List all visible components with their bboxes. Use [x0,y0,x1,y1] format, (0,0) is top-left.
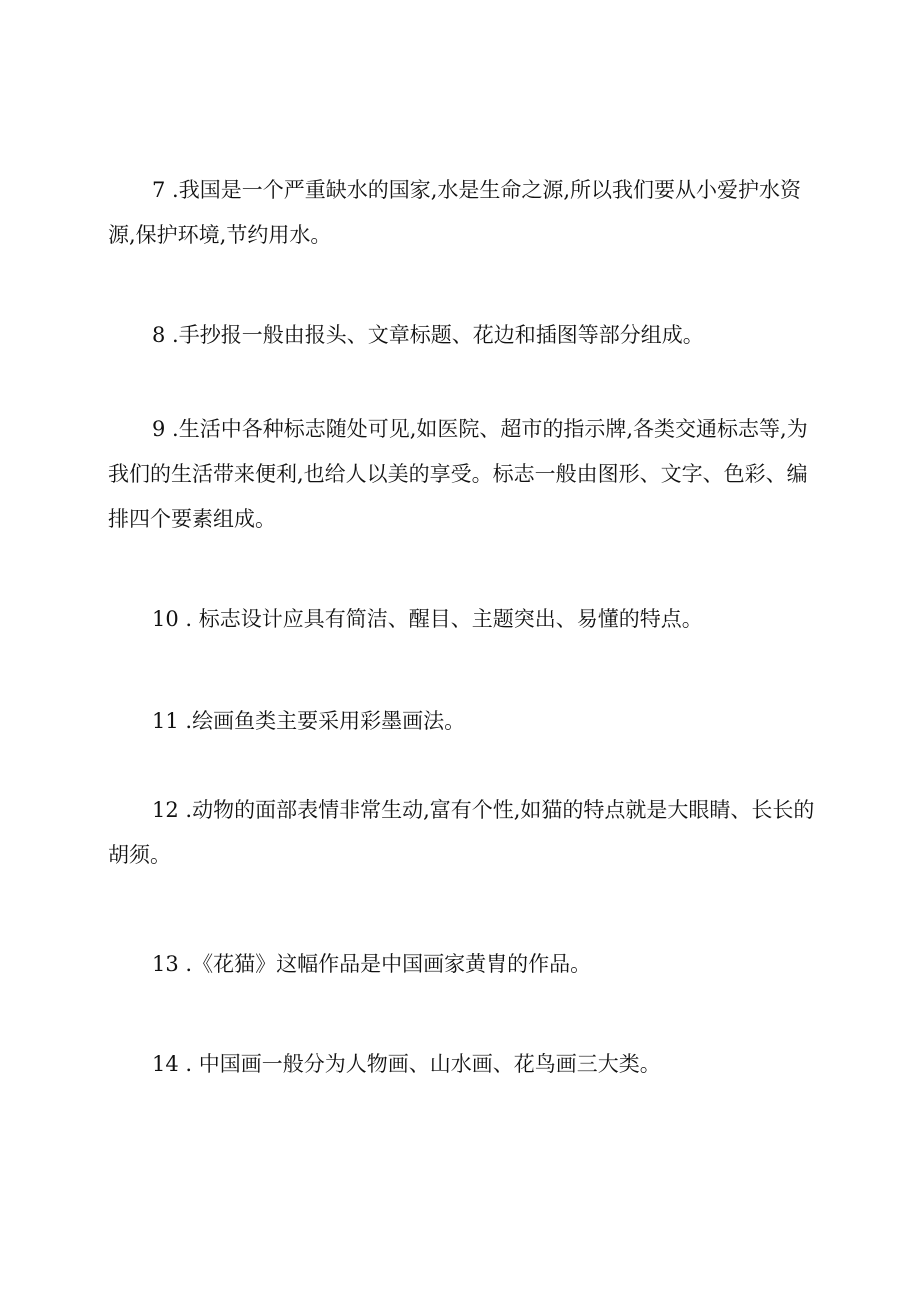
paragraph-item-11: 11 .绘画鱼类主要采用彩墨画法。 [152,709,466,733]
paragraph-item-9: 9 .生活中各种标志随处可见,如医院、超市的指示牌,各类交通标志等,为我们的生活带来便利,也给人以美的享受。标志一般由图形、文字、色彩、编排四个要素组成。 [108,417,808,531]
paragraph-item-14: 14 . 中国画一般分为人物画、山水画、花鸟画三大类。 [152,1052,661,1076]
paragraph-item-7: 7 .我国是一个严重缺水的国家,水是生命之源,所以我们要从小爱护水资源,保护环境,节约用水。 [108,178,802,247]
paragraph-item-10: 10 . 标志设计应具有简洁、醒目、主题突出、易懂的特点。 [152,607,703,631]
paragraph-item-13: 13 .《花猫》这幅作品是中国画家黄胄的作品。 [152,952,592,976]
paragraph-item-12: 12 .动物的面部表情非常生动,富有个性,如猫的特点就是大眼睛、长长的胡须。 [108,798,815,867]
paragraph-item-8: 8 .手抄报一般由报头、文章标题、花边和插图等部分组成。 [152,323,704,347]
